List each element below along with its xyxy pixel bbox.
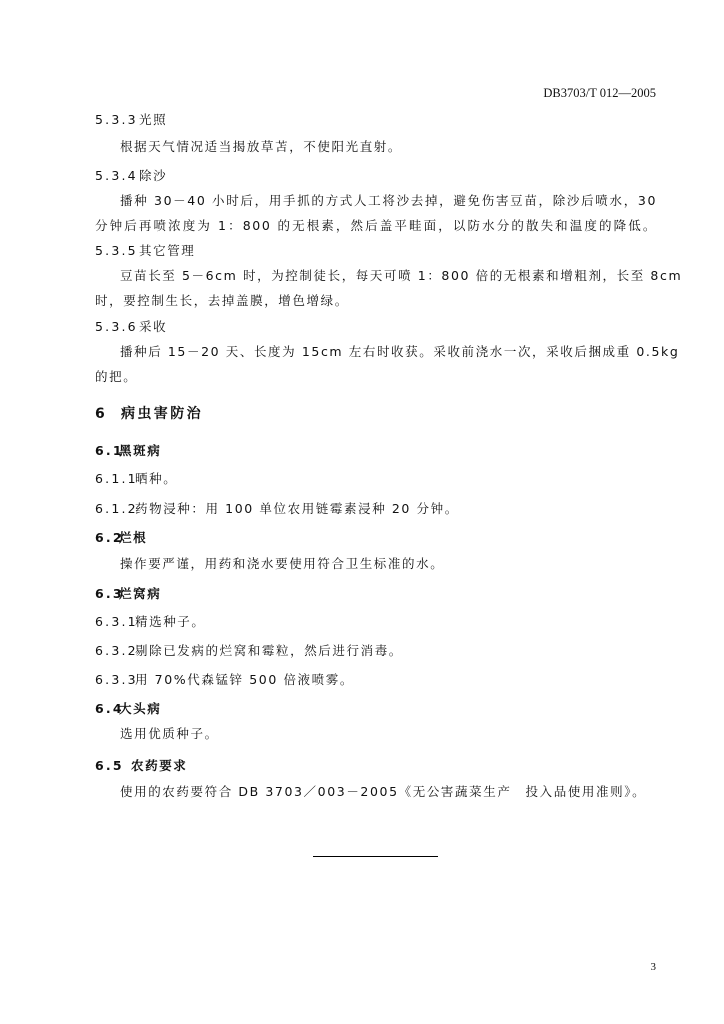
section-5-3-6-heading: [95, 317, 167, 335]
section-number: 6.1: [95, 443, 124, 458]
paragraph-line: 操作要严谨，用药和浇水要使用符合卫生标准的水。: [120, 556, 445, 571]
section-6-3-3: [95, 670, 354, 688]
section-title: 采收: [139, 319, 168, 334]
section-title: 其它管理: [139, 243, 196, 258]
section-title: 大头病: [119, 701, 162, 716]
section-text: 剔除已发病的烂窝和霉粒，然后进行消毒。: [135, 643, 403, 658]
section-5-3-3-body: [95, 137, 657, 162]
section-5-3-4-heading: [95, 166, 167, 184]
section-6-5-heading: [95, 756, 187, 774]
section-6-2-heading: [95, 528, 147, 546]
section-5-3-5-heading: [95, 241, 195, 259]
section-number: 5.3.5: [95, 243, 138, 258]
section-5-3-5-body: [95, 266, 683, 316]
end-rule: [313, 856, 438, 857]
section-6-5-body: [95, 782, 657, 807]
section-number: 6.2: [95, 530, 124, 545]
document-id-header: DB3703/T 012—2005: [543, 86, 656, 100]
paragraph-line: 时，要控制生长，去掉盖膜，增色增绿。: [95, 293, 349, 308]
paragraph-line: 豆苗长至 5－6cm 时，为控制徒长，每天可喷 1：800 倍的无根素和增粗剂，长至 8cm: [120, 268, 683, 283]
paragraph-line: 的把。: [95, 369, 138, 384]
section-text: 晒种。: [135, 471, 178, 486]
section-6-1-2: [95, 499, 459, 517]
section-6-4-heading: [95, 699, 161, 717]
section-number: 6.3.1: [95, 614, 138, 629]
section-6-3-1: [95, 612, 206, 630]
page-number: 3: [650, 961, 656, 973]
section-number: 5.3.3: [95, 112, 138, 127]
section-title: 农药要求: [131, 758, 188, 773]
paragraph-line: 分钟后再喷浓度为 1：800 的无根素，然后盖平畦面，以防水分的散失和温度的降低。: [95, 218, 657, 233]
section-title: 黑斑病: [119, 443, 162, 458]
section-title: 烂窝病: [119, 586, 162, 601]
section-title: 烂根: [119, 530, 148, 545]
section-5-3-4-body: [95, 191, 657, 241]
section-6-4-body: [95, 724, 657, 749]
section-6-3-heading: [95, 584, 161, 602]
section-text: 药物浸种：用 100 单位农用链霉素浸种 20 分钟。: [135, 501, 459, 516]
section-title: 光照: [139, 112, 168, 127]
section-6-2-body: [95, 554, 657, 579]
paragraph-line: 使用的农药要符合 DB 3703／003－2005《无公害蔬菜生产 投入品使用准则》。: [120, 784, 647, 799]
section-5-3-6-body: [95, 342, 680, 392]
chapter-6-heading: [95, 403, 203, 423]
section-6-1-heading: [95, 441, 161, 459]
section-text: 用 70%代森锰锌 500 倍液喷雾。: [135, 672, 354, 687]
section-6-1-1: [95, 469, 177, 487]
chapter-number: 6: [95, 406, 108, 422]
section-number: 6.3: [95, 586, 124, 601]
paragraph-line: 根据天气情况适当揭放草苫，不使阳光直射。: [120, 139, 403, 154]
section-number: 6.1.2: [95, 501, 138, 516]
chapter-title: 病虫害防治: [121, 406, 203, 422]
section-6-3-2: [95, 641, 403, 659]
section-title: 除沙: [139, 168, 168, 183]
section-number: 6.3.3: [95, 672, 138, 687]
section-number: 5.3.4: [95, 168, 138, 183]
section-number: 5.3.6: [95, 319, 138, 334]
section-number: 6.4: [95, 701, 124, 716]
section-number: 6.1.1: [95, 471, 138, 486]
section-text: 精选种子。: [135, 614, 206, 629]
paragraph-line: 选用优质种子。: [120, 726, 219, 741]
section-5-3-3-heading: [95, 110, 167, 128]
paragraph-line: 播种后 15－20 天、长度为 15cm 左右时收获。采收前浇水一次，采收后捆成重 0.5kg: [120, 344, 680, 359]
section-number: 6.3.2: [95, 643, 138, 658]
paragraph-line: 播种 30－40 小时后，用手抓的方式人工将沙去掉，避免伤害豆苗，除沙后喷水，30: [120, 193, 657, 208]
section-number: 6.5: [95, 758, 124, 773]
